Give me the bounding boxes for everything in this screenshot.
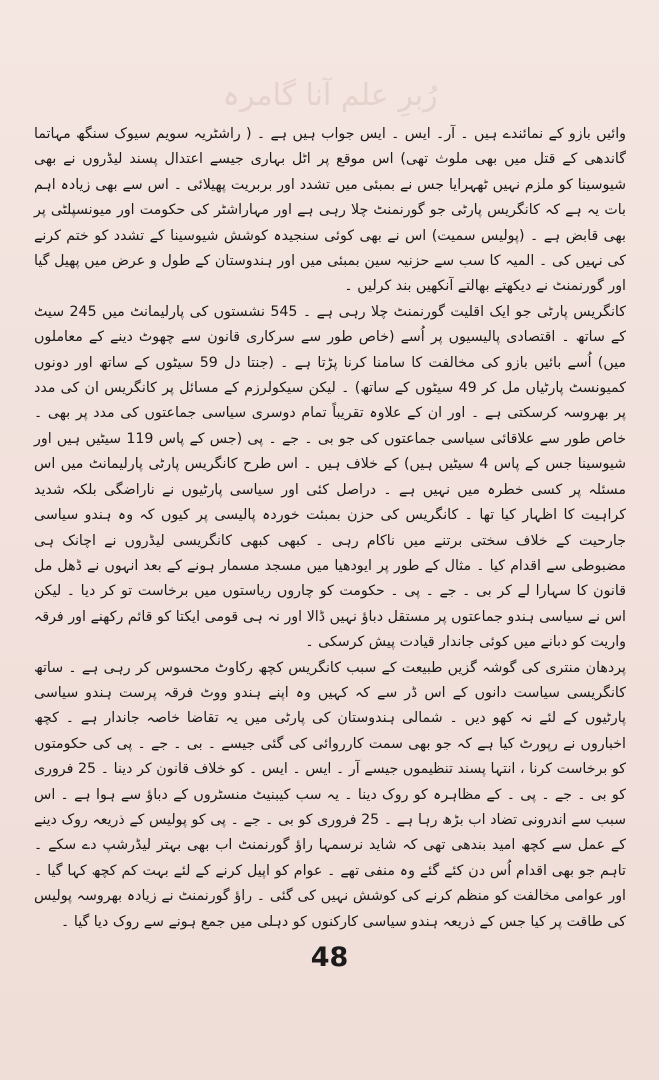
paragraph-3: پردھان منتری کی گوشہ گزیں طبیعت کے سبب کانگریس کچھ رکاوٹ محسوس کر رہی ہے ۔ ساتھ کانگریسی سیاست دانوں کے اس ڈر سے کہ کہیں وہ اپنے ہندو ووٹ فرقہ پرست ہندو سیاسی پارٹیوں کے لئے نہ کھو دیں ۔ شمالی ہندوستان کی پارٹی میں یہ تقاضا خاصہ جاندار ہے ۔ کچھ اخباروں نے رپورٹ کیا ہے کہ جو بھی سمت کارروائی کی گئی جیسے ۔ بی ۔ جے ۔ پی کی حکومتوں کو برخاست کرنا ، انتہا پسند تنظیموں جیسے آر ۔ ایس ۔ ایس ۔ کو خلاف قانون کر دینا ۔ 25 فروری کو بی ۔ جے ۔ پی ۔ کے مظاہرہ کو روک دینا ۔ یہ سب کیبنیٹ منسٹروں کے دباؤ سے ہوا ہے ۔ اس سبب سے اندرونی تضاد اب بڑھ رہا ہے ۔ 25 فروری کو بی ۔ جے ۔ پی کو پولیس کے ذریعہ روک دینے کے عمل سے کچھ امید بندھی تھی کہ شاید نرسمہا راؤ گورنمنٹ اب بھی بہتر لیڈرشپ دے سکے ۔ تاہم جو بھی اقدام اُس دن کئے گئے وہ منفی تھے ۔ عوام کو اپیل کرنے کے لئے بہت کم کچھ کہا گیا ۔ اور عوامی مخالفت کو منظم کرنے کی کوشش نہیں کی گئی ۔ راؤ گورنمنٹ نے زیادہ بھروسہ پولیس کی طاقت پر کیا جس کے ذریعہ ہندو سیاسی کارکنوں کو دہلی میں جمع ہونے سے روک دیا گیا ۔ (34, 659, 626, 930)
paragraph-1: وائیں بازو کے نمائندے ہیں ۔ آر۔ ایس ۔ ایس جواب ہیں ہے ۔ ( راشٹریہ سویم سیوک سنگھ مہاتما گاندھی کے قتل میں بھی ملوث تھی) اس موقع پر اٹل بہاری جیسے اعتدال پسند لیڈروں نے بھی شیوسینا کو ملزم نہیں ٹھہرایا جس نے بمبئی میں تشدد اور بربریت پھیلائی ۔ اس سے بھی زیادہ اہم بات یہ ہے کہ کانگریس پارٹی جو گورنمنٹ چلا رہی ہے اور مہاراشٹر کی حکومت اور میونسپلٹی پر بھی قابض ہے ۔ (پولیس سمیت) اس نے بھی کوئی سنجیدہ کوشش شیوسینا کے تشدد کو ختم کرنے کی نہیں کی ۔ المیہ کا سب سے حزنیہ سین بمبئی میں اور ہندوستان کے طول و عرض میں پھیل گیا اور گورنمنٹ نے دیکھتے بھالتے آنکھیں بند کرلیں ۔ (34, 126, 626, 295)
page-number: 48 (310, 942, 349, 973)
urdu-text-body (34, 122, 626, 935)
paragraph-2: کانگریس پارٹی جو ایک اقلیت گورنمنٹ چلا رہی ہے ۔ 545 نشستوں کی پارلیمانٹ میں 245 سیٹ کے ساتھ ۔ اقتصادی پالیسیوں پر اُسے (خاص طور سے سرکاری قانون سے چھوٹ دینے کے معاملوں میں) اُسے بائیں بازو کی مخالفت کا سامنا کرنا پڑتا ہے ۔ (جنتا دل 59 سیٹوں کے ساتھ اور دونوں کمیونسٹ پارٹیاں مل کر 49 سیٹوں کے ساتھ) ۔ لیکن سیکولرزم کے مسائل پر کانگریس ان کی مدد پر بھروسہ کرسکتی ہے ۔ اور ان کے علاوہ تقریباً تمام دوسری سیاسی جماعتوں کی مدد پر بھی ۔ خاص طور سے علاقائی سیاسی جماعتوں کی جو بی ۔ جے ۔ پی (جس کے پاس 119 سیٹیں ہیں اور شیوسینا جس کے پاس 4 سیٹیں ہیں) کے خلاف ہیں ۔ اس طرح کانگریس پارٹی پارلیمانٹ میں اس مسئلہ پر کسی خطرہ میں نہیں ہے ۔ دراصل کئی اور سیاسی پارٹیوں نے ناراضگی بلکہ شدید کراہیت کا اظہار کیا تھا ۔ کانگریس کی حزن بمبئت خوردہ پالیسی پر کیوں کہ وہ ہندو سیاسی جارحیت کے خلاف سختی برتنے میں ناکام رہی ۔ کبھی کبھی کانگریسی لیڈروں نے اچانک ہی مضبوطی سے اقدام کیا ۔ مثال کے طور پر ایودھیا میں مسجد مسمار ہونے کے بعد انہوں نے ڈھل مل قانون کا سہارا لے کر بی ۔ جے ۔ پی ۔ حکومت کو چاروں ریاستوں میں برخاست تو کر دیا ۔ لیکن اس نے سیاسی ہندو جماعتوں پر مستقل دباؤ نہیں ڈالا اور نہ ہی قومی ایکتا کو قائم رکھنے اور فرقہ واریت کو دبانے میں کوئی جاندار قیادت پیش کرسکی ۔ (34, 303, 627, 651)
faint-stamp-watermark: رُبرِ علم آنا گامرہ (222, 78, 438, 113)
